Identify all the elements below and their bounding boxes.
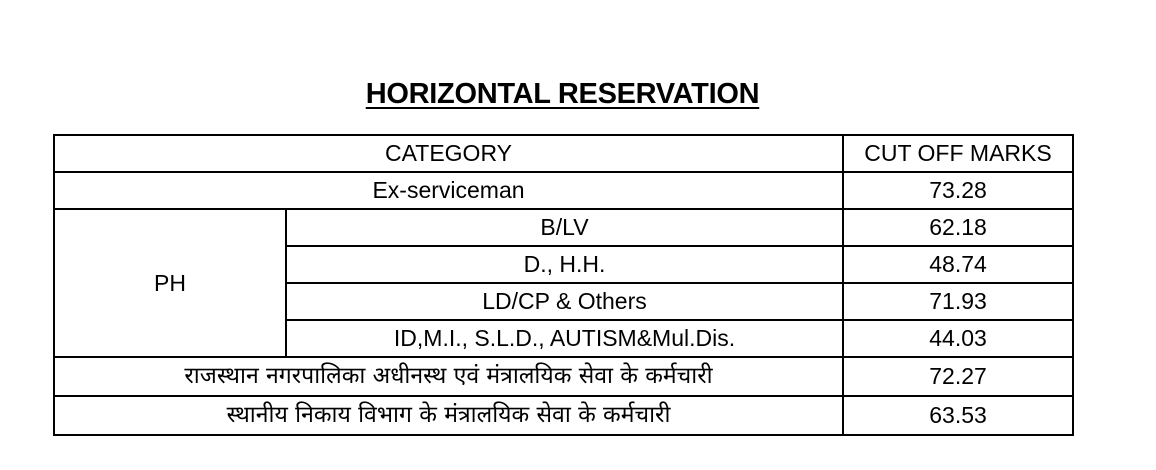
cutoff-cell: 71.93 bbox=[843, 283, 1073, 320]
category-cell: स्थानीय निकाय विभाग के मंत्रालयिक सेवा के कर्मचारी bbox=[54, 396, 843, 435]
cutoff-cell: 63.53 bbox=[843, 396, 1073, 435]
subcategory-cell: ID,M.I., S.L.D., AUTISM&Mul.Dis. bbox=[286, 320, 843, 357]
subcategory-cell: D., H.H. bbox=[286, 246, 843, 283]
ph-category-cell: PH bbox=[54, 209, 286, 357]
cutoff-cell: 72.27 bbox=[843, 357, 1073, 396]
cutoff-cell: 62.18 bbox=[843, 209, 1073, 246]
table-row bbox=[54, 357, 1073, 396]
table-row bbox=[54, 172, 1073, 209]
cutoff-cell: 48.74 bbox=[843, 246, 1073, 283]
reservation-table bbox=[53, 134, 1074, 436]
page-title: HORIZONTAL RESERVATION bbox=[365, 78, 760, 110]
table-row bbox=[54, 396, 1073, 435]
table-row bbox=[54, 209, 1073, 246]
category-cell: राजस्थान नगरपालिका अधीनस्थ एवं मंत्रालयिक सेवा के कर्मचारी bbox=[54, 357, 843, 396]
subcategory-cell: LD/CP & Others bbox=[286, 283, 843, 320]
cutoff-cell: 44.03 bbox=[843, 320, 1073, 357]
subcategory-cell: B/LV bbox=[286, 209, 843, 246]
table-header-row bbox=[54, 135, 1073, 172]
header-cutoff-marks: CUT OFF MARKS bbox=[843, 135, 1073, 172]
header-category: CATEGORY bbox=[54, 135, 843, 172]
cutoff-cell: 73.28 bbox=[843, 172, 1073, 209]
category-cell: Ex-serviceman bbox=[54, 172, 843, 209]
